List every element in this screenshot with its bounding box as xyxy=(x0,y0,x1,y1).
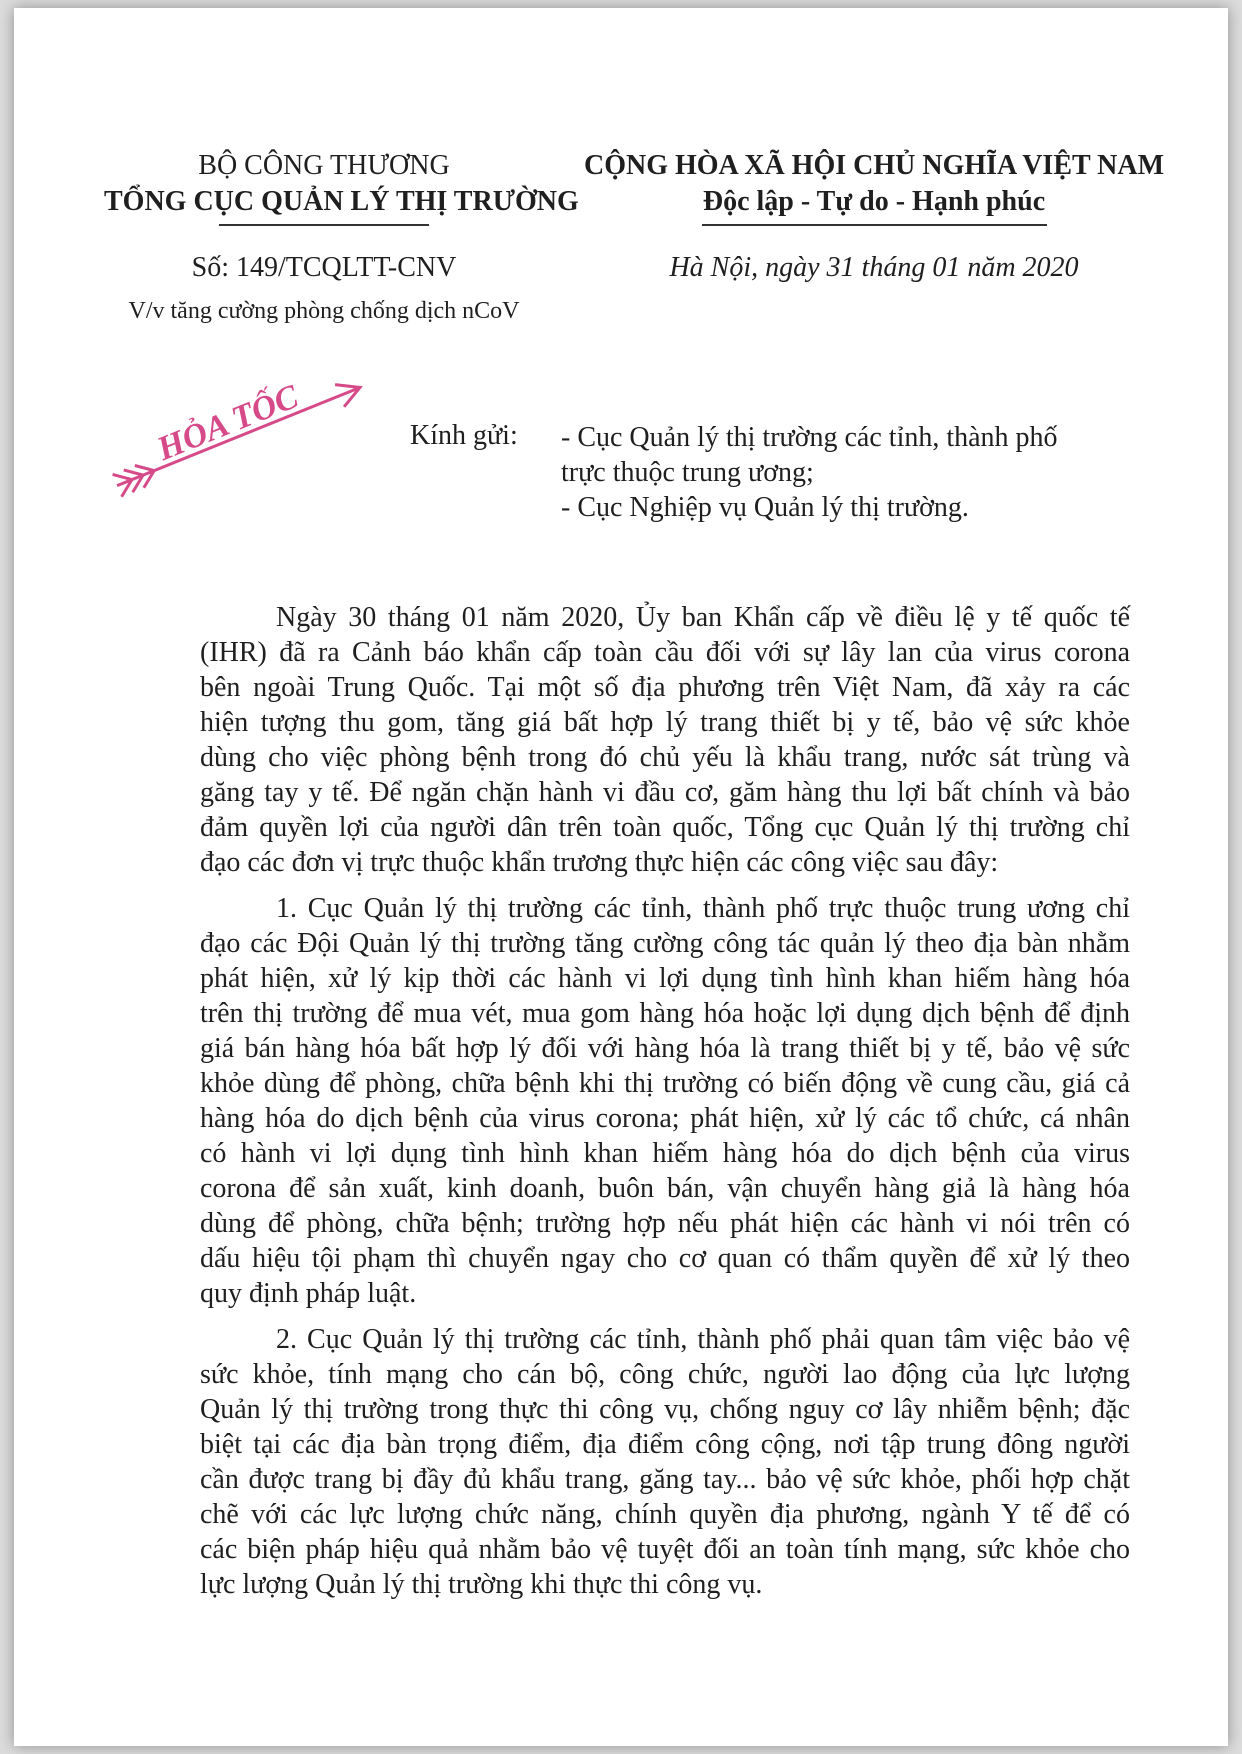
text-line: khỏe dùng để phòng, chữa bệnh khi thị trường có biến động về cung cầu, giá cả xyxy=(200,1068,1130,1099)
national-title-block xyxy=(584,148,1164,226)
text-line: dùng để phòng, chữa bệnh; trường hợp nếu phát hiện các hành vi nói trên có xyxy=(200,1208,1130,1239)
text-line: hiện tượng thu gom, tăng giá bất hợp lý trang thiết bị y tế, bảo vệ sức khỏe xyxy=(200,707,1130,738)
text-line: đạo các Đội Quản lý thị trường tăng cường công tác quản lý theo địa bàn nhằm xyxy=(200,928,1130,959)
recipients-label: Kính gửi: xyxy=(410,420,518,451)
issuer-block xyxy=(104,148,579,226)
document-number: Số: 149/TCQLTT-CNV xyxy=(191,252,457,283)
intro-paragraph xyxy=(200,600,1130,880)
text-line: giá bán hàng hóa bất hợp lý đối với hàng hóa là trang thiết bị y tế, bảo vệ sức xyxy=(200,1033,1130,1064)
recipient-line: trực thuộc trung ương; xyxy=(561,457,814,488)
text-line: 2. Cục Quản lý thị trường các tỉnh, thành phố phải quan tâm việc bảo vệ xyxy=(276,1324,1130,1355)
text-line: trên thị trường để mua vét, mua gom hàng hóa hoặc lợi dụng dịch bệnh để định xyxy=(200,998,1130,1029)
text-line: quy định pháp luật. xyxy=(200,1278,417,1309)
urgent-stamp xyxy=(92,348,372,498)
text-line: dùng cho việc phòng bệnh trong đó chủ yếu là khẩu trang, nước sát trùng và xyxy=(200,742,1130,773)
recipient-line: - Cục Quản lý thị trường các tỉnh, thành phố xyxy=(561,422,1058,453)
text-line: chẽ với các lực lượng chức năng, chính quyền địa phương, ngành Y tế để có xyxy=(200,1499,1130,1530)
national-motto: Độc lập - Tự do - Hạnh phúc xyxy=(702,186,1046,217)
text-line: biệt tại các địa bàn trọng điểm, địa điểm công cộng, nơi tập trung đông người xyxy=(200,1429,1130,1460)
text-line: cần được trang bị đầy đủ khẩu trang, găng tay... bảo vệ sức khỏe, phối hợp chặt xyxy=(200,1464,1130,1495)
text-line: lực lượng Quản lý thị trường khi thực thi công vụ. xyxy=(200,1569,763,1600)
text-line: (IHR) đã ra Cảnh báo khẩn cấp toàn cầu đối với sự lây lan của virus corona xyxy=(200,637,1130,668)
stamp-text: HỎA TỐC xyxy=(152,378,304,468)
text-line: có hành vi lợi dụng tình hình khan hiếm hàng hóa do dịch bệnh của virus xyxy=(200,1138,1130,1169)
text-line: các biện pháp hiệu quả nhằm bảo vệ tuyệt đối an toàn tính mạng, sức khỏe cho xyxy=(200,1534,1130,1565)
nation-name: CỘNG HÒA XÃ HỘI CHỦ NGHĨA VIỆT NAM xyxy=(584,150,1165,181)
text-line: bên ngoài Trung Quốc. Tại một số địa phương trên Việt Nam, đã xảy ra các xyxy=(200,672,1130,703)
document-subject: V/v tăng cường phòng chống dịch nCoV xyxy=(128,298,520,324)
item-2-paragraph xyxy=(200,1322,1130,1602)
ministry-name: BỘ CÔNG THƯƠNG xyxy=(198,150,450,181)
text-line: phát hiện, xử lý kịp thời các hành vi lợi dụng tình hình khan hiếm hàng hóa xyxy=(200,963,1130,994)
text-line: Quản lý thị trường trong thực thi công vụ, chống nguy cơ lây nhiễm bệnh; đặc xyxy=(200,1394,1130,1425)
text-line: đạo các đơn vị trực thuộc khẩn trương thực hiện các công việc sau đây: xyxy=(200,847,999,878)
recipient-line: - Cục Nghiệp vụ Quản lý thị trường. xyxy=(561,492,969,523)
item-1-paragraph xyxy=(200,891,1130,1311)
document-body xyxy=(200,600,1130,1613)
text-line: Ngày 30 tháng 01 năm 2020, Ủy ban Khẩn cấp về điều lệ y tế quốc tế xyxy=(276,602,1130,633)
text-line: đảm quyền lợi của người dân trên toàn quốc, Tổng cục Quản lý thị trường chỉ xyxy=(200,812,1130,843)
motto-underline xyxy=(702,224,1047,226)
text-line: sức khỏe, tính mạng cho cán bộ, công chức, người lao động của lực lượng xyxy=(200,1359,1130,1390)
text-line: găng tay y tế. Để ngăn chặn hành vi đầu cơ, găm hàng thu lợi bất chính và bảo xyxy=(200,777,1130,808)
text-line: dấu hiệu tội phạm thì chuyển ngay cho cơ quan có thẩm quyền để xử lý theo xyxy=(200,1243,1130,1274)
text-line: 1. Cục Quản lý thị trường các tỉnh, thành phố trực thuộc trung ương chỉ xyxy=(276,893,1130,924)
recipients-list xyxy=(561,420,1058,525)
department-name: TỔNG CỤC QUẢN LÝ THỊ TRƯỜNG xyxy=(104,186,579,217)
document-page xyxy=(14,8,1228,1746)
date-line: Hà Nội, ngày 31 tháng 01 năm 2020 xyxy=(669,252,1079,283)
text-line: hàng hóa do dịch bệnh của virus corona; phát hiện, xử lý các tổ chức, cá nhân xyxy=(200,1103,1130,1134)
text-line: corona để sản xuất, kinh doanh, buôn bán, vận chuyển hàng giả là hàng hóa xyxy=(200,1173,1130,1204)
issuer-underline xyxy=(219,224,429,226)
